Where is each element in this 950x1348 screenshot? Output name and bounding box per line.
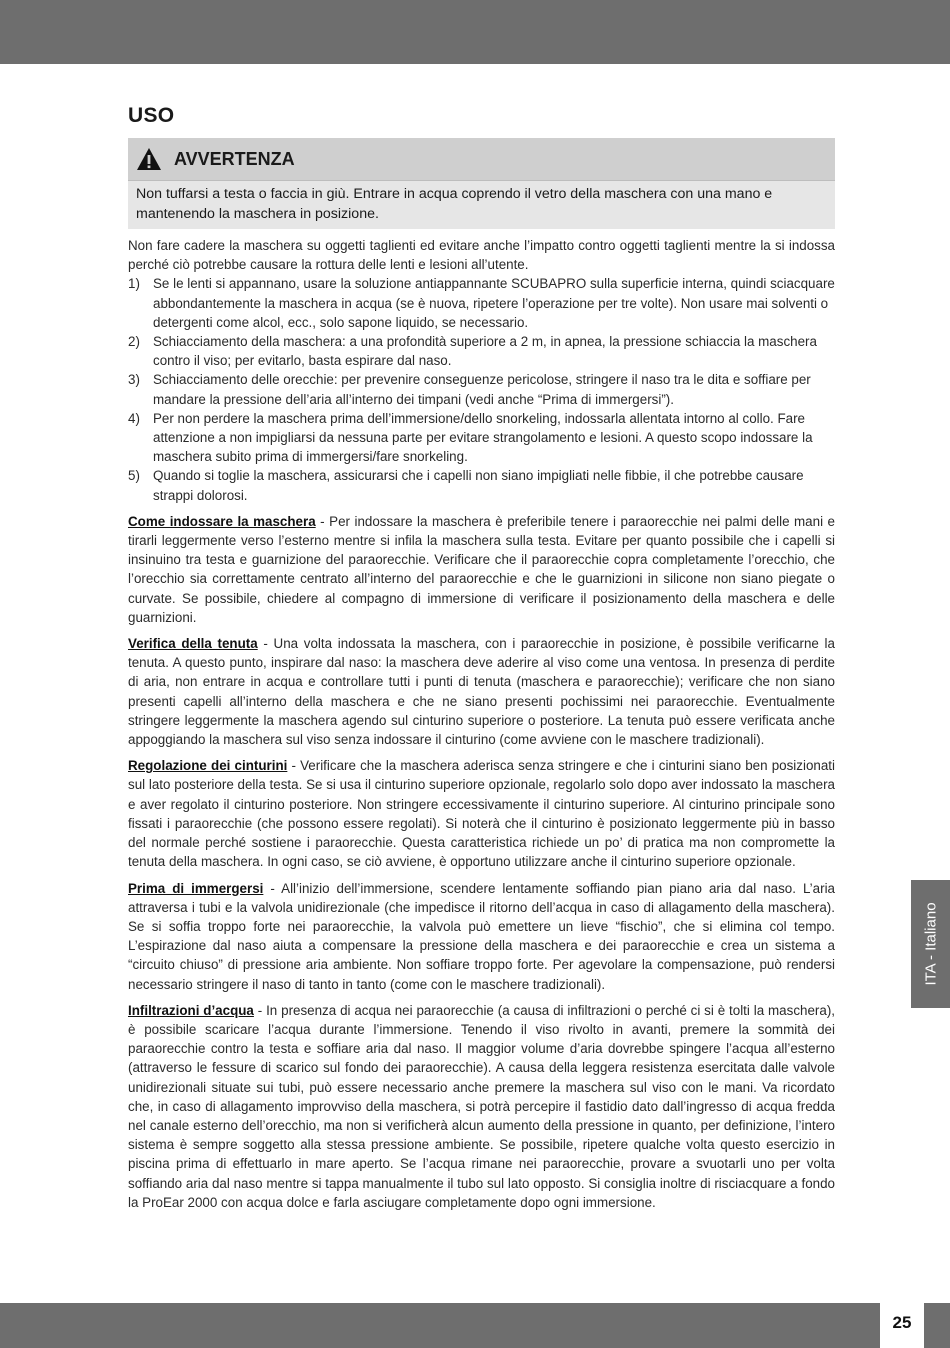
section-before-diving <box>128 879 835 994</box>
list-item <box>128 274 835 332</box>
section-text: - Una volta indossata la maschera, con i paraorecchie in posizione, è possibile verificarne la tenuta. A questo punto, inspirare dal naso: la maschera deve aderire al viso come una ventosa. In presenza di perdite di aria, non entrare in acqua e controllare tutti i punti di tenuta (maschera e paraorecchie); verificare che non siano presenti capelli all’interno della maschera e che ne siano presenti pochissimi nei paraorecchie. Eventualmente stringere leggermente la maschera agendo sul cinturino superiore o posteriore. La tenuta può essere verificata anche appoggiando la maschera sul viso senza indossare il cinturino (come avviene con le maschere tradizionali). <box>128 636 835 748</box>
section-water-infiltration <box>128 1001 835 1212</box>
list-item-text: Quando si toglie la maschera, assicurarsi che i capelli non siano impigliati nelle fibbie, il che potrebbe causare strappi dolorosi. <box>153 468 804 503</box>
list-item <box>128 370 835 408</box>
warning-header <box>128 138 835 181</box>
section-wearing <box>128 512 835 627</box>
list-item-text: Schiacciamento della maschera: a una profondità superiore a 2 m, in apnea, la pressione schiaccia la maschera contro il viso; per evitarlo, basta espirare dal naso. <box>153 334 817 369</box>
warning-triangle-icon <box>136 147 162 171</box>
section-title: Prima di immergersi <box>128 880 264 896</box>
list-item-number: 5) <box>128 468 140 484</box>
list-item <box>128 409 835 467</box>
section-text: - Verificare che la maschera aderisca senza stringere e che i cinturini siano ben posizionati sul lato posteriore della testa. Se si usa il cinturino superiore opzionale, regolarlo solo dopo aver indossato la maschera e aver regolato il cinturino posteriore. Non stringere eccessivamente il cinturino superiore. Al cinturino principale sono fissati i paraorecchie (che possono essere regolati). Si noterà che il cinturino è posizionato leggermente più in basso del normale perché sostiene i paraorecchie. Questa caratteristica richiede un po’ di pratica ma non compromette la tenuta della maschera. In ogni caso, se ciò avviene, è opportuno utilizzare anche il cinturino superiore opzionale. <box>128 758 835 870</box>
list-item <box>128 466 835 504</box>
section-title: Regolazione dei cinturini <box>128 758 288 774</box>
section-seal-check <box>128 634 835 749</box>
language-side-tab <box>911 880 950 1008</box>
section-text: - Per indossare la maschera è preferibile tenere i paraorecchie nei palmi delle mani e tirarli leggermente verso l’esterno mentre si infila la maschera sulla testa. Evitare per quanto possibile che i capelli si insinuino tra testa e guarnizione del paraorecchie. Verificare che il paraorecchie copra completamente l’orecchio, che l’orecchio sia correttamente centrato all’interno del paraorecchie e che le guarnizioni in silicone non siano piegate o curvate. Se possibile, chiedere al compagno di immersione di verificare il posizionamento della maschera e delle guarnizioni. <box>128 513 835 625</box>
list-item-number: 3) <box>128 372 140 388</box>
list-item-text: Schiacciamento delle orecchie: per prevenire conseguenze pericolose, stringere il naso tra le dita e soffiare per mandare la pressione dell’aria all’interno dei timpani (vedi anche “Prima di immergersi”). <box>153 372 811 407</box>
section-title: Infiltrazioni d’acqua <box>128 1002 254 1018</box>
section-text: - In presenza di acqua nei paraorecchie (a causa di infiltrazioni o perché ci si è tolti la maschera), è possibile scaricare l’acqua durante l’immersione. Tenendo il viso rivolto in avanti, premere la sommità dei paraorecchie contro la testa e soffiare aria dal naso. Il maggior volume d’aria dovrebbe spingere l’acqua all’esterno (attraverso le fessure di scarico sul fondo dei paraorecchie). A causa della leggera resistenza esercitata dalle valvole unidirezionali situate sui tubi, può essere necessario anche premere la maschera sul viso con le mani. Va ricordato che, in caso di allagamento improvviso della maschera, si potrà percepire il fastidio dato dall’ingresso di acqua fredda nel canale esterno dell’orecchio, ma non si verificherà alcun aumento della pressione in quanto, per definizione, l’intero sistema è sempre soggetto alla stessa pressione ambiente. Se possibile, ripetere qualche volta questo esercizio in piscina prima di effettuarlo in mare aperto. Se l’acqua rimane nei paraorecchie, provare a svuotarli uno per volta soffiando aria dal naso mentre si tappa manualmente il tubo sul lato opposto. Si consiglia inoltre di risciacquare a fondo la ProEar 2000 con acqua dolce e farla asciugare completamente dopo ogni immersione. <box>128 1002 836 1210</box>
list-item-number: 1) <box>128 276 140 292</box>
list-item <box>128 332 835 370</box>
page-number: 25 <box>880 1297 924 1348</box>
warning-box <box>128 138 835 229</box>
page-title: USO <box>128 104 175 127</box>
numbered-list <box>128 274 835 504</box>
header-bar <box>0 0 950 64</box>
warning-title: AVVERTENZA <box>174 148 295 169</box>
footer-bar <box>0 1303 950 1348</box>
language-side-tab-label: ITA - Italiano <box>922 902 939 986</box>
intro-paragraph: Non fare cadere la maschera su oggetti taglienti ed evitare anche l’impatto contro oggetti taglienti mentre la si indossa perché ciò potrebbe causare la rottura delle lenti e lesioni all’utente. <box>128 238 835 273</box>
list-item-number: 4) <box>128 410 140 426</box>
section-title: Come indossare la maschera <box>128 513 316 529</box>
section-strap-adjustment <box>128 756 835 871</box>
section-text: - All’inizio dell’immersione, scendere lentamente soffiando pian piano aria dal naso. L’aria attraversa i tubi e la valvola unidirezionale (che impedisce il ritorno dell’acqua in caso di allagamento della maschera). Se si soffia troppo forte nei paraorecchie, la valvola può emettere un lieve “fischio”, che si elimina col tempo. L’espirazione dal naso aiuta a compensare la pressione della maschera e dei paraorecchie e crea un sistema a “circuito chiuso” di pressione aria ambiente. Non soffiare troppo forte. Per agevolare la compensazione, può rendersi necessario stringere il naso di tanto in tanto (come con le maschere tradizionali). <box>128 880 835 992</box>
main-content <box>128 104 835 1212</box>
list-item-number: 2) <box>128 334 140 350</box>
list-item-text: Se le lenti si appannano, usare la soluzione antiappannante SCUBAPRO sulla superficie interna, quindi sciacquare abbondantemente la maschera in acqua (se è nuova, ripetere l’operazione per tre volte). Non usare mai solventi o detergenti come alcol, ecc., solo sapone liquido, se necessario. <box>153 276 835 330</box>
warning-text: Non tuffarsi a testa o faccia in giù. Entrare in acqua coprendo il vetro della maschera con una mano e mantenendo la maschera in posizione. <box>128 181 835 229</box>
list-item-text: Per non perdere la maschera prima dell’immersione/dello snorkeling, indossarla allentata intorno al collo. Fare attenzione a non impigliarsi da nessuna parte per evitare strangolamento e lesioni. A questo scopo indossare la maschera subito prima di immergersi/fare snorkeling. <box>153 410 813 465</box>
section-title: Verifica della tenuta <box>128 636 258 652</box>
